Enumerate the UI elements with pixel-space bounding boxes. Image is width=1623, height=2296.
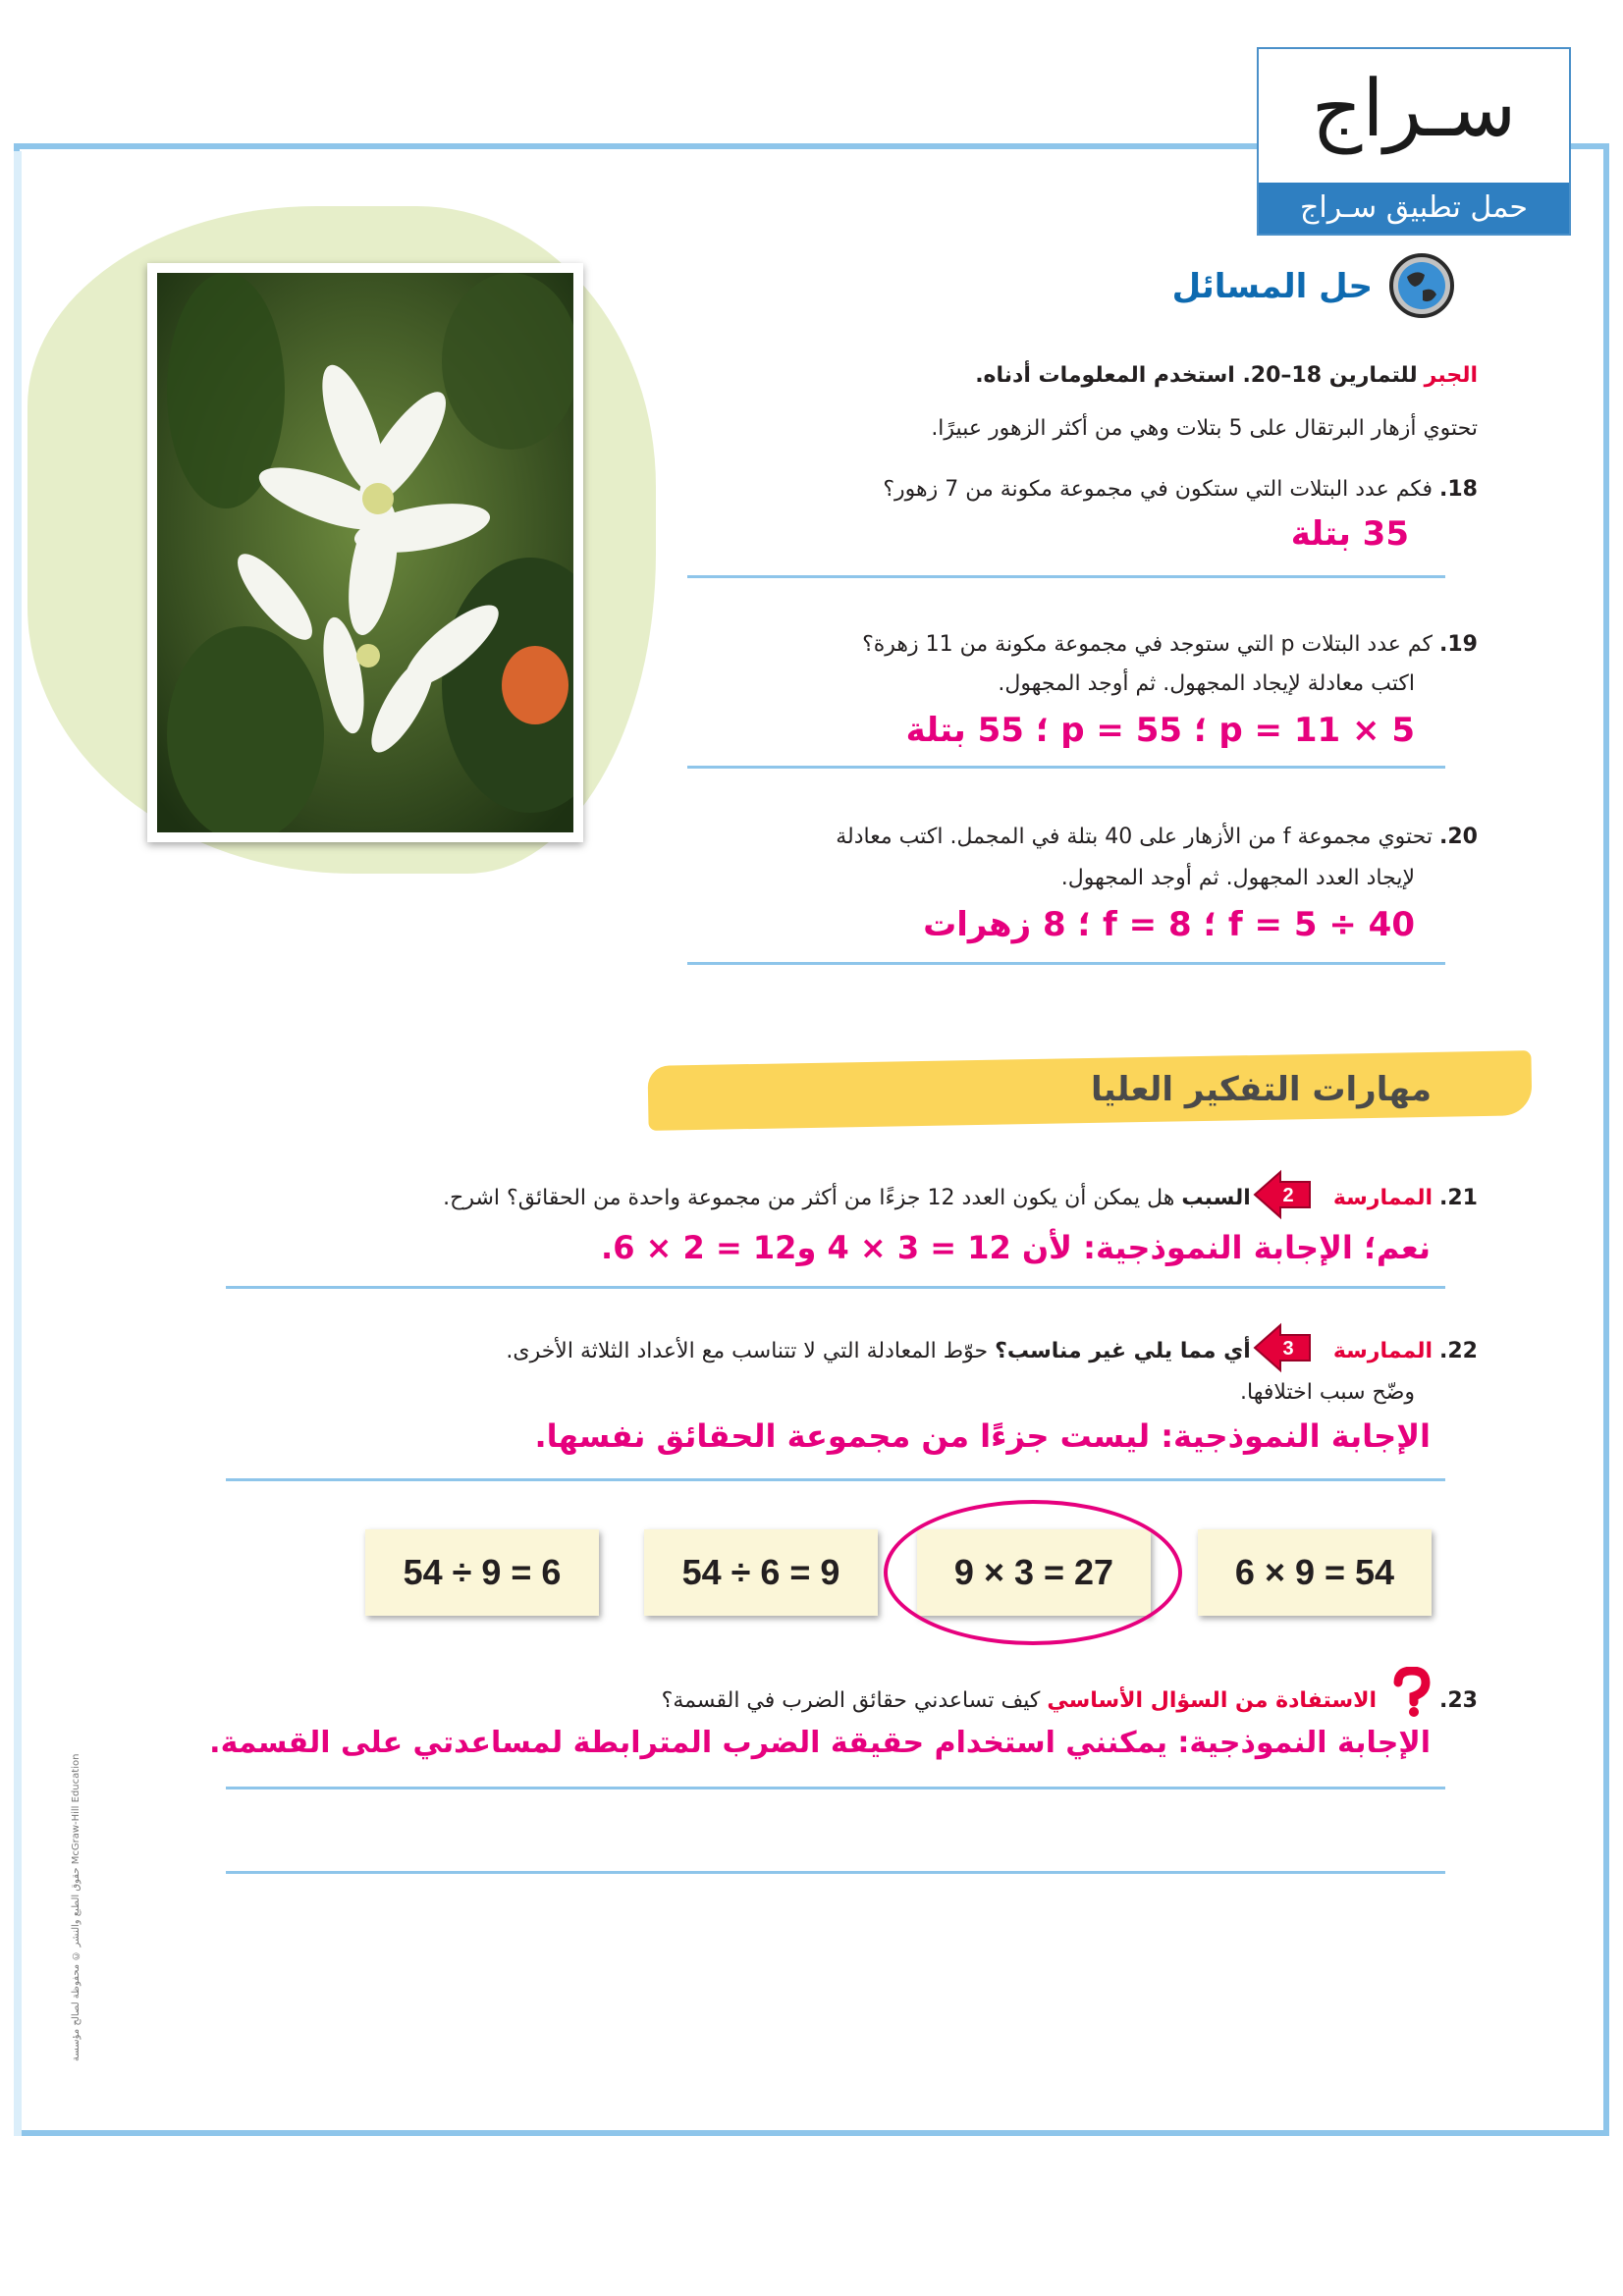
q23-text: كيف تساعدني حقائق الضرب في القسمة؟	[661, 1688, 1041, 1713]
q21-number: 21.	[1439, 1186, 1478, 1210]
q20-number: 20.	[1439, 825, 1478, 849]
q20-line2: لإيجاد العدد المجهول. ثم أوجد المجهول.	[1060, 866, 1415, 890]
q23-answer: الإجابة النموذجية: يمكنني استخدام حقيقة الضرب المترابطة لمساعدتي على القسمة.	[209, 1726, 1431, 1760]
q18-answer-line	[687, 575, 1445, 578]
q20-text: تحتوي مجموعة f من الأزهار على 40 بتلة في المجمل. اكتب معادلة	[836, 825, 1434, 849]
q18-line	[883, 469, 1478, 510]
q23-line	[662, 1681, 1478, 1722]
q22-line2: وضّح سبب اختلافها.	[1240, 1380, 1415, 1405]
q23-tag: الاستفادة من السؤال الأساسي	[1047, 1688, 1378, 1713]
globe-icon	[1389, 253, 1454, 318]
q19-text: كم عدد البتلات p التي ستوجد في مجموعة مكونة من 11 زهرة؟	[862, 632, 1434, 657]
equation-card[interactable]: 54 ÷ 6 = 9	[644, 1529, 878, 1616]
q22-number: 22.	[1439, 1339, 1478, 1363]
intro-text: للتمارين 18–20. استخدم المعلومات أدناه.	[975, 363, 1418, 388]
q19-answer-line	[687, 766, 1445, 769]
q23-answer-line-1	[226, 1787, 1445, 1789]
logo-tagline: حمل تطبيق سـراج	[1259, 183, 1569, 234]
equation-card[interactable]: 9 × 3 = 27	[917, 1529, 1151, 1616]
q21-answer-line	[226, 1286, 1445, 1289]
siraj-logo[interactable]	[1257, 47, 1571, 236]
intro-line	[975, 355, 1478, 397]
copyright-note: حقوق الطبع والنشر © محفوظة لصالح مؤسسة McGraw-Hill Education	[71, 1753, 81, 2061]
q23-answer-line-2	[226, 1871, 1445, 1874]
algebra-tag: الجبر	[1424, 363, 1478, 388]
q21-keyword: السبب	[1181, 1186, 1251, 1210]
equation-card[interactable]: 54 ÷ 9 = 6	[365, 1529, 599, 1616]
q18-number: 18.	[1439, 477, 1478, 502]
orange-blossom-photo	[147, 263, 583, 842]
q20-line1	[836, 817, 1478, 858]
q21-badge-number: 2	[1282, 1185, 1294, 1206]
practice-badge-icon	[1251, 1168, 1314, 1221]
q20-answer: f = 5 ÷ 40 ؛ 8 = f ؛ 8 زهرات	[923, 905, 1415, 944]
q22-badge-number: 3	[1282, 1338, 1294, 1360]
q21-text: هل يمكن أن يكون العدد 12 جزءًا من أكثر من مجموعة واحدة من الحقائق؟ اشرح.	[443, 1186, 1175, 1210]
q22-keyword: أي مما يلي غير مناسب؟	[995, 1339, 1251, 1363]
hots-title: مهارات التفكير العليا	[1090, 1070, 1432, 1109]
q22-practice-tag: الممارسة	[1332, 1339, 1434, 1363]
q22-text: حوّط المعادلة التي لا تتناسب مع الأعداد الثلاثة الأخرى.	[506, 1339, 989, 1363]
q19-answer: p = 11 × 5 ؛ p = 55 ؛ 55 بتلة	[905, 711, 1415, 750]
q19-number: 19.	[1439, 632, 1478, 657]
q20-answer-line	[687, 962, 1445, 965]
circled-answer-oval	[884, 1500, 1182, 1645]
q22-line	[506, 1331, 1478, 1372]
logo-word: سـراج	[1311, 63, 1517, 154]
q19-line1	[862, 624, 1478, 666]
q21-line	[443, 1178, 1478, 1219]
section-title: حل المسائل	[1171, 267, 1373, 306]
equation-card[interactable]: 6 × 9 = 54	[1198, 1529, 1432, 1616]
intro-fact: تحتوي أزهار البرتقال على 5 بتلات وهي من أكثر الزهور عبيرًا.	[931, 416, 1478, 441]
q21-answer: نعم؛ الإجابة النموذجية: لأن 12 = 3 × 4 و12 = 2 × 6.	[601, 1229, 1431, 1266]
q18-text: فكم عدد البتلات التي ستكون في مجموعة مكونة من 7 زهور؟	[883, 477, 1434, 502]
q23-number: 23.	[1439, 1688, 1478, 1713]
q22-answer: الإجابة النموذجية: ليست جزءًا من مجموعة الحقائق نفسها.	[534, 1417, 1431, 1455]
q22-answer-line	[226, 1478, 1445, 1481]
q19-line2: اكتب معادلة لإيجاد المجهول. ثم أوجد المجهول.	[998, 671, 1415, 696]
q18-answer: 35 بتلة	[1290, 514, 1409, 554]
practice-badge-icon	[1251, 1321, 1314, 1374]
q21-practice-tag: الممارسة	[1332, 1186, 1434, 1210]
